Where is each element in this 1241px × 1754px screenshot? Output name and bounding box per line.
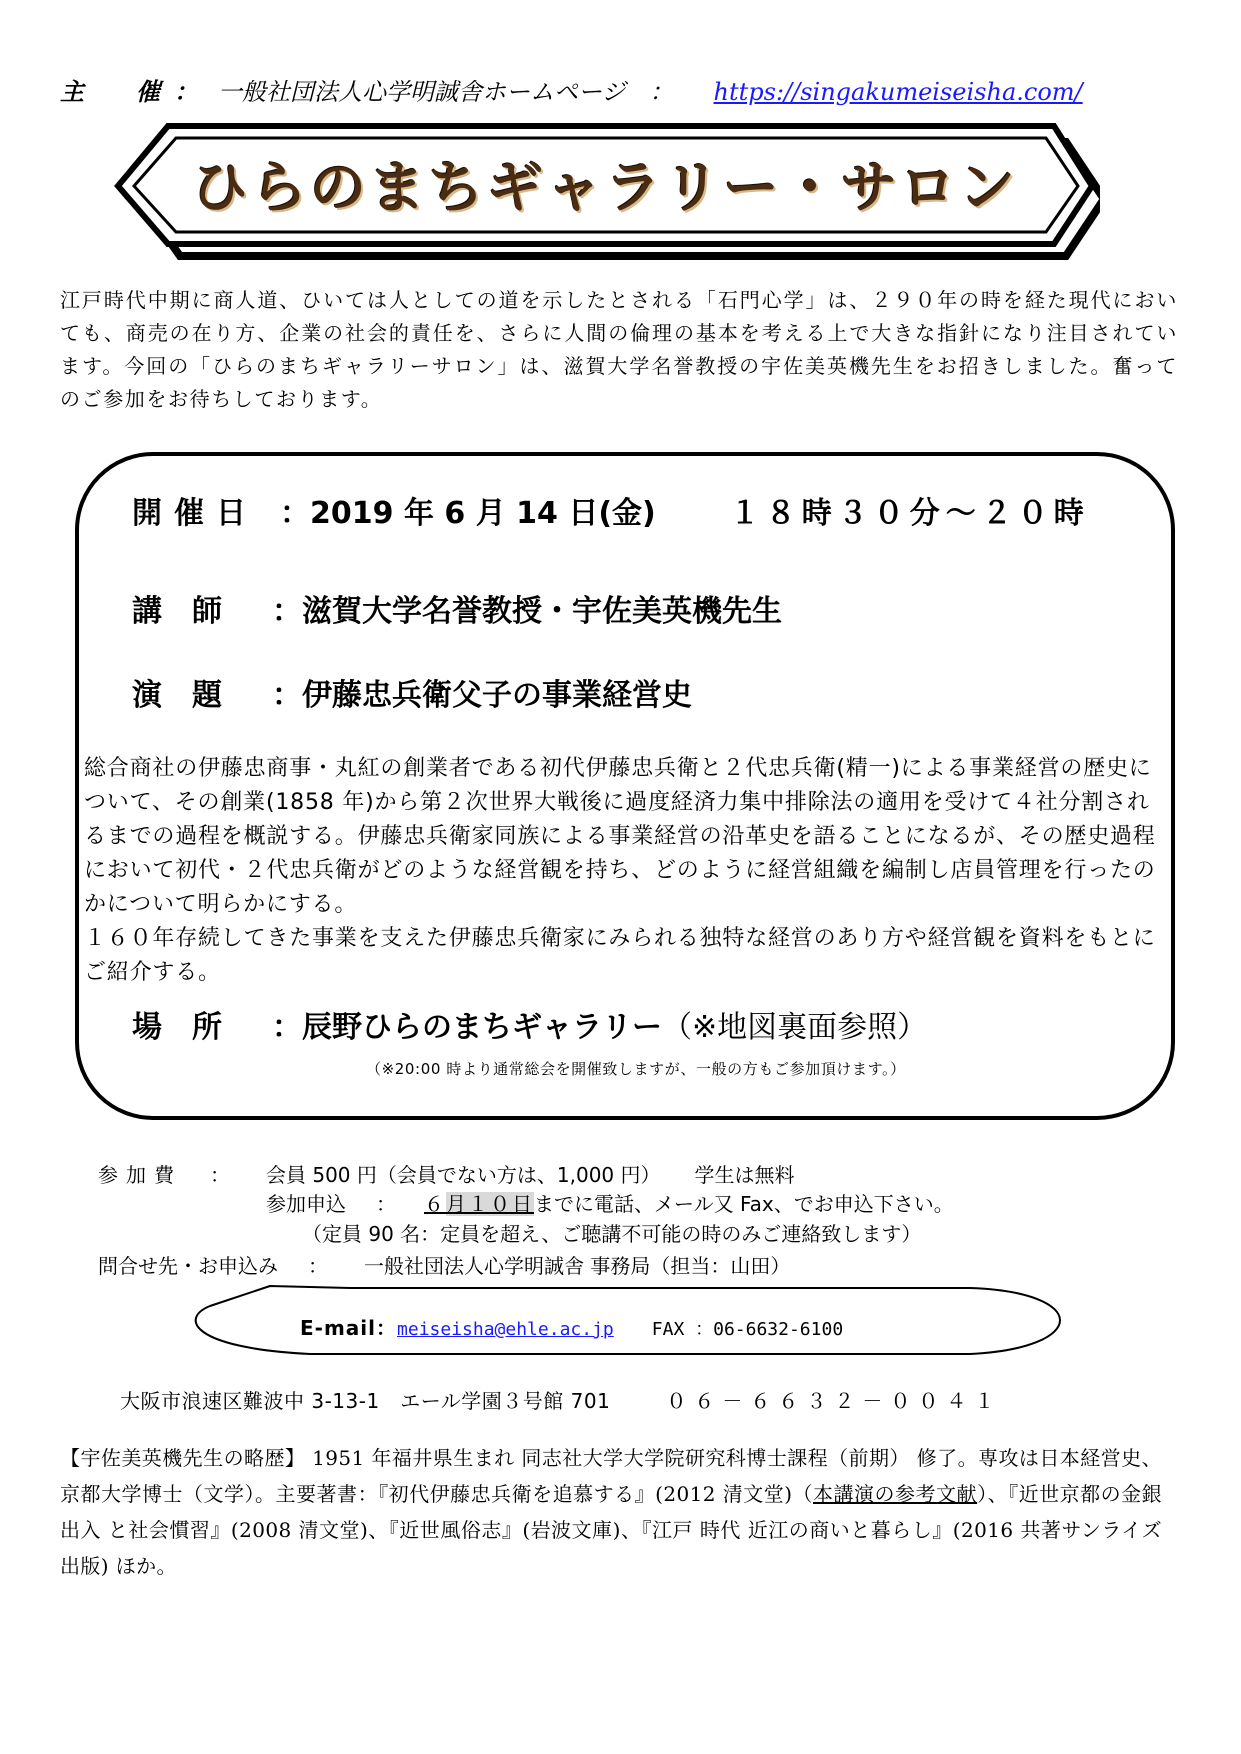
email-label: E-mail： xyxy=(300,1316,398,1340)
fax-number: FAX ：06-6632-6100 xyxy=(651,1319,844,1340)
topic-row xyxy=(132,670,692,714)
contact-label: 問合せ先・お申込み xyxy=(98,1254,278,1278)
deadline-month: ６ xyxy=(424,1192,446,1216)
lecturer-row xyxy=(132,586,782,630)
apply-label: 参加申込 xyxy=(266,1192,346,1216)
place-label: 場所 xyxy=(132,1010,252,1045)
apply-text: までに電話、メール又 Fax、でお申込下さい。 xyxy=(534,1192,954,1216)
contact-separator: ： xyxy=(308,1254,328,1278)
general-meeting-notice: （※20:00 時より通常総会を開催致しますが、一般の方もご参加頂けます。） xyxy=(366,1060,906,1078)
deadline-day: 月１０日 xyxy=(446,1192,534,1216)
topic-value: ：伊藤忠兵衛父子の事業経営史 xyxy=(272,678,692,713)
fee-row xyxy=(98,1159,795,1188)
event-date-row xyxy=(132,488,1090,532)
student-fee: 学生は無料 xyxy=(694,1163,795,1187)
organizer-line xyxy=(60,72,1180,107)
description-paragraph-1: 総合商社の伊藤忠商事・丸紅の創業者である初代伊藤忠兵衛と２代忠兵衛(精一)による事業経営の歴史について、その創業(1858 年)から第２次世界大戦後に過度経済力集中排除法の適用を受けて４社分割されるまでの過程を概説する。伊藤忠兵衛家同族による事業経営の沿革史を語ることになるが、その歴史過程において初代・２代忠兵衛がどのような経営観を持ち、どのように経営組織を編制し店員管理を行ったのかについて明らかにする。 xyxy=(84,756,1156,917)
fee-label: 参加費 ： xyxy=(98,1163,238,1187)
address-row xyxy=(120,1385,1002,1414)
contact-org: 一般社団法人心学明誠舎 事務局（担当：山田） xyxy=(364,1254,791,1278)
date-value: ：2019 年 6 月 14 日(金) xyxy=(280,496,656,531)
capacity-note: （定員 90 名：定員を超え、ご聴講不可能の時のみご連絡致します） xyxy=(302,1222,922,1246)
contact-bubble xyxy=(190,1278,1090,1360)
time-value: １８時３０分～２０時 xyxy=(729,496,1090,531)
homepage-link[interactable]: https://singakumeiseisha.com/ xyxy=(713,78,1083,106)
email-link[interactable]: meiseisha@ehle.ac.jp xyxy=(397,1319,614,1340)
lecture-description xyxy=(84,752,1164,990)
lecturer-label: 講師 xyxy=(132,594,252,629)
email-fax-line xyxy=(300,1312,843,1341)
intro-paragraph: 江戸時代中期に商人道、ひいては人としての道を示したとされる「石門心学」は、２９０年の時を経た現代においても、商売の在り方、企業の社会的責任を、さらに人間の倫理の基本を考える上で大きな指針になり注目されています。今回の「ひらのまちギャラリーサロン」は、滋賀大学名誉教授の宇佐美英機先生をお招きしました。奮ってのご参加をお待ちしております。 xyxy=(60,288,1178,411)
organizer-label: 主 催： xyxy=(60,77,212,106)
lecturer-bio xyxy=(60,1440,1162,1584)
date-label: 開催日 xyxy=(132,496,258,531)
title-banner xyxy=(110,118,1100,268)
apply-row xyxy=(266,1188,954,1217)
bio-text-1: 【宇佐美英機先生の略歴】 1951 年福井県生まれ 同志社大学大学院研究科博士課程（前期） 修了。専攻は日本経営史、京都大学博士（文学）。主要著書：『初代伊藤忠兵衛を追慕する』(2012 清文堂)（ xyxy=(60,1446,1162,1506)
lecturer-value: ：滋賀大学名誉教授・宇佐美英機先生 xyxy=(272,594,782,629)
apply-separator: ： xyxy=(376,1192,396,1216)
apply-deadline xyxy=(424,1192,534,1216)
contact-row xyxy=(98,1250,790,1279)
place-value: ：辰野ひらのまちギャラリー xyxy=(272,1010,662,1045)
member-fee: 会員 500 円（会員でない方は、1,000 円） xyxy=(266,1163,661,1187)
banner-title: ひらのまちギャラリー・サロン xyxy=(192,156,1018,221)
bio-text-2: ）、『近世京都の金銀出入 と社会慣習』(2008 清文堂)、『近世風俗志』(岩波文庫)、『江戸 時代 近江の商いと暮らし』(2016 共著サンライズ出版) ほか。 xyxy=(60,1482,1163,1578)
phone-number: ０６－６６３２－００４１ xyxy=(666,1389,1003,1413)
topic-label: 演題 xyxy=(132,678,252,713)
bio-reference-note: 本講演の参考文献 xyxy=(813,1482,978,1506)
description-paragraph-2: １６０年存続してきた事業を支えた伊藤忠兵衛家にみられる独特な経営のあり方や経営観を資料をもとにご紹介する。 xyxy=(84,926,1156,985)
place-note: （※地図裏面参照） xyxy=(662,1010,928,1045)
place-row xyxy=(132,1002,927,1046)
street-address: 大阪市浪速区難波中 3-13-1 エール学園３号館 701 xyxy=(120,1389,611,1413)
organizer-name: 一般社団法人心学明誠舎ホームページ ： xyxy=(218,78,674,106)
